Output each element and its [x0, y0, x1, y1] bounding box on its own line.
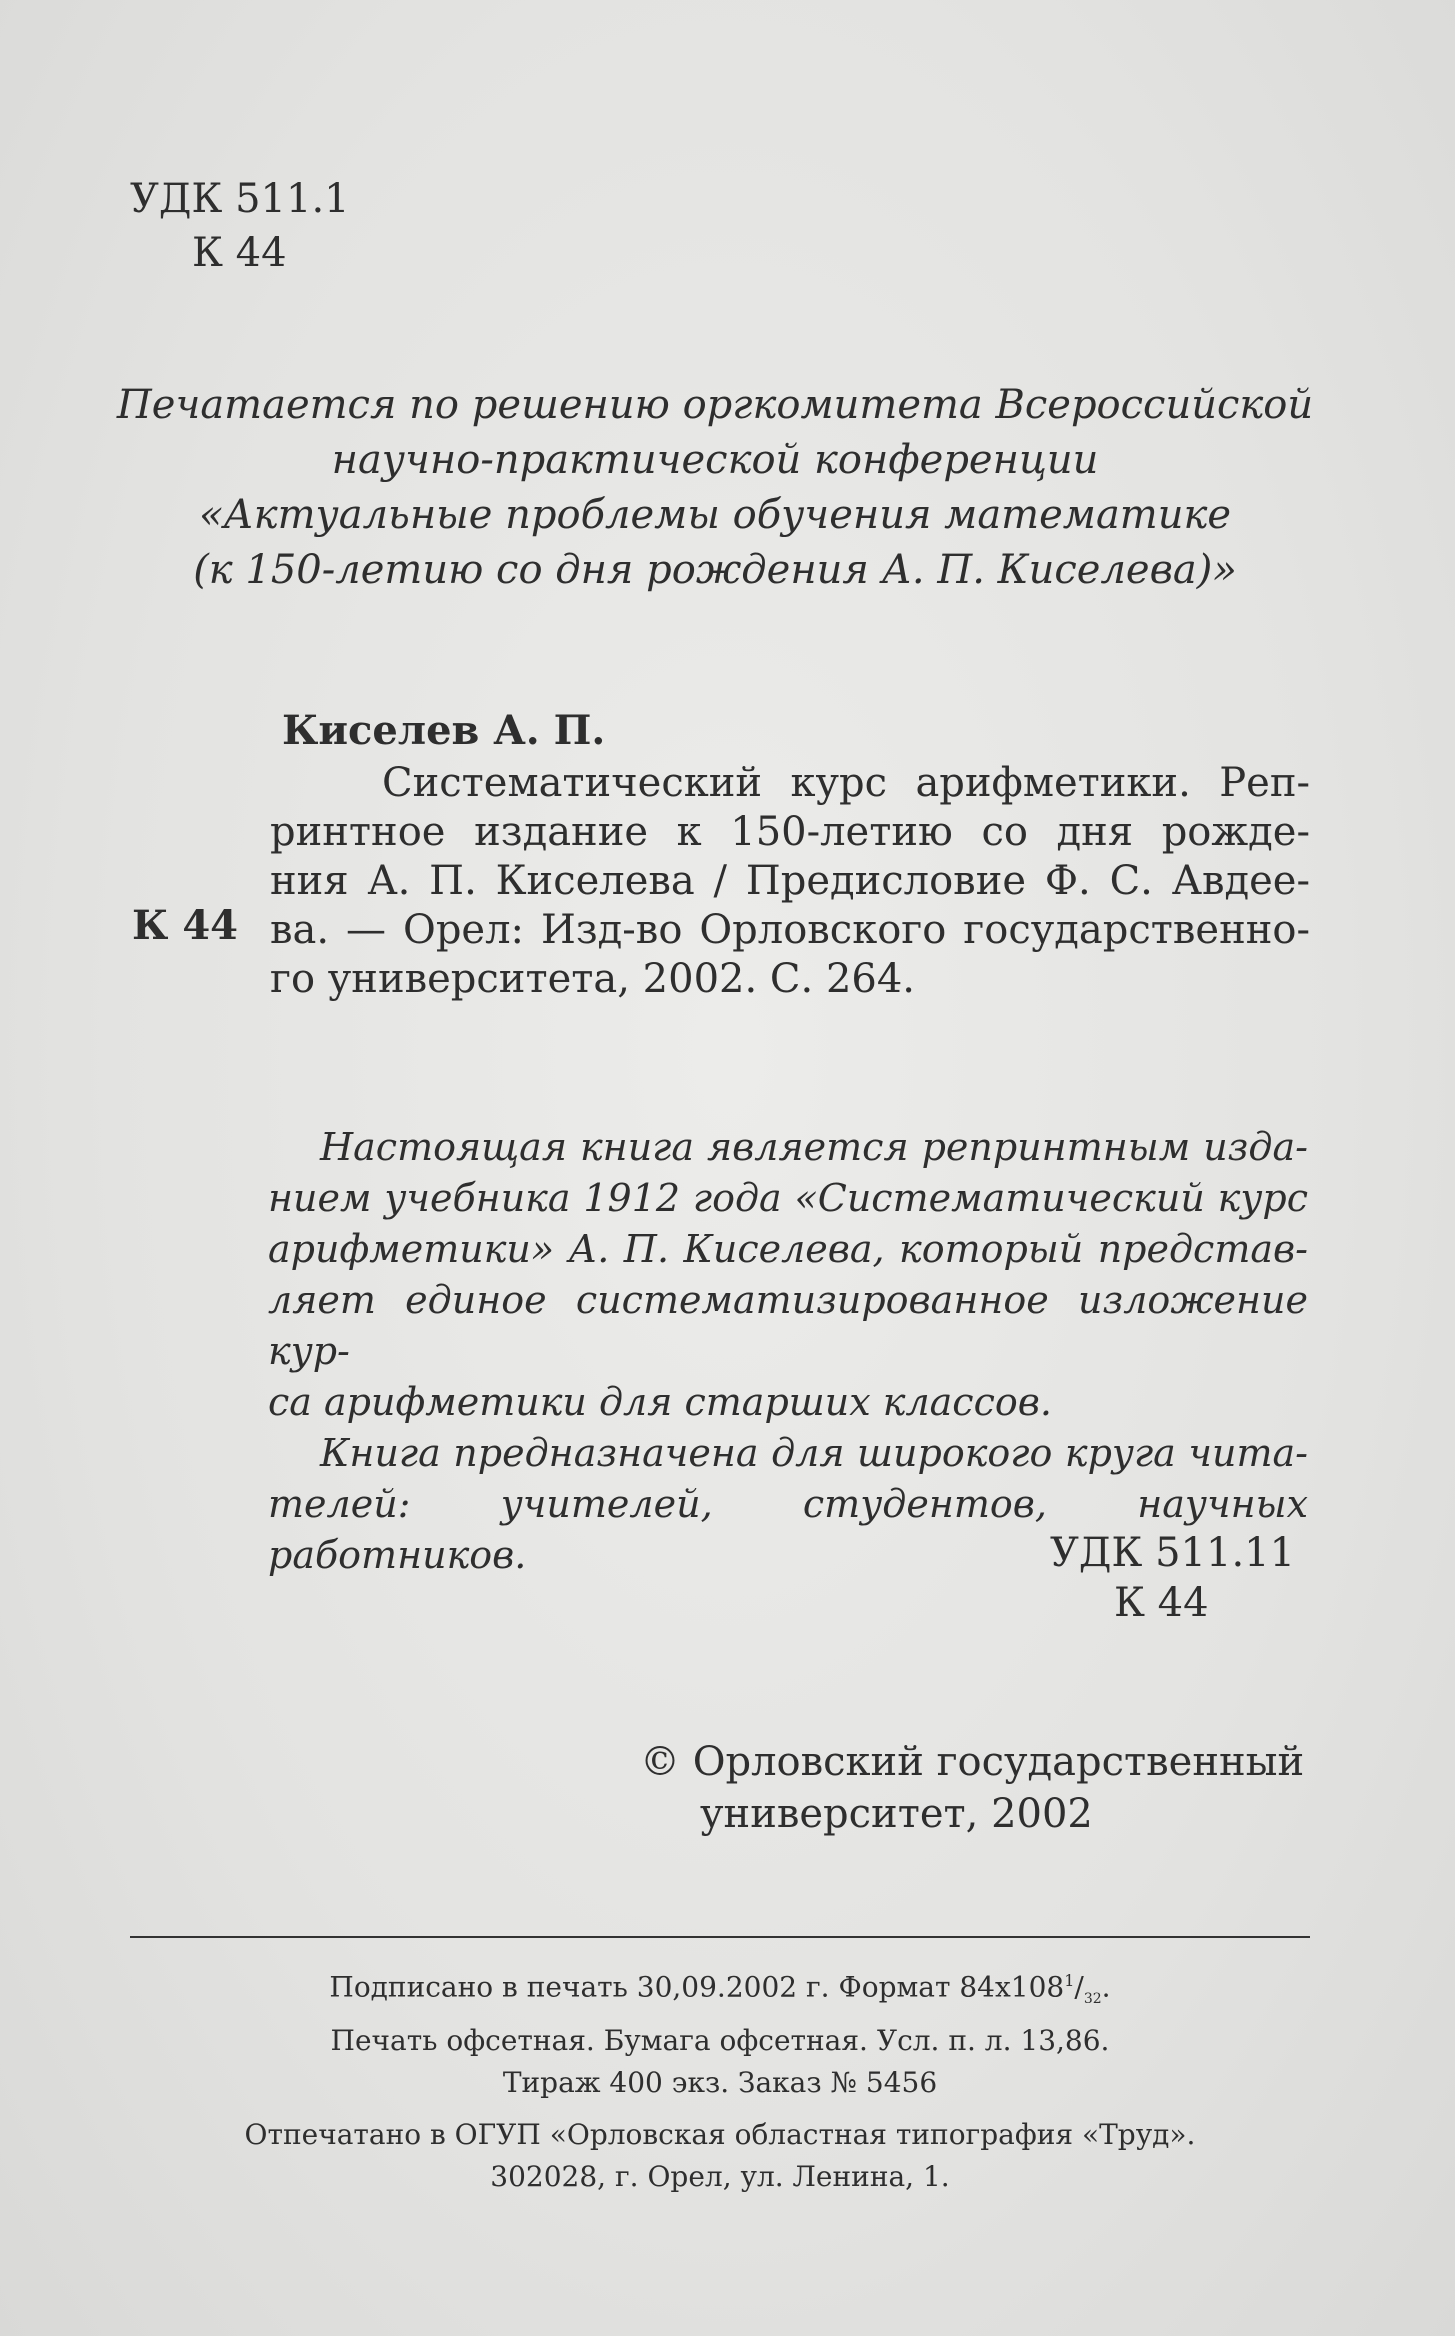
udk-code: УДК 511.11 [1050, 1530, 1296, 1576]
bib-line: Систематический курс арифметики. Реп- [382, 760, 1310, 806]
imprint-line: Печать офсетная. Бумага офсетная. Усл. п. л. 13,86. [330, 2023, 1110, 2057]
udk-footer [1050, 1528, 1295, 1628]
author-name: Киселев А. П. [282, 707, 606, 754]
copyright-line: © Орловский государственный [640, 1739, 1305, 1785]
printer-line: Отпечатано в ОГУП «Орловская областная типография «Труд». [244, 2118, 1196, 2151]
annotation-line: арифметики» А. П. Киселева, который представ- [268, 1227, 1308, 1271]
imprint-line: Тираж 400 экз. Заказ № 5456 [502, 2065, 938, 2099]
bibliographic-description [270, 759, 1310, 1004]
format-numerator: 1 [1064, 1971, 1075, 1990]
annotation [268, 1122, 1308, 1581]
publication-notice [100, 378, 1330, 598]
annotation-line: Настоящая книга является репринтным изда- [320, 1125, 1308, 1169]
side-author-mark: К 44 [132, 902, 238, 949]
udk-header [130, 172, 350, 280]
imprint-line: Подписано в печать 30,09.2002 г. Формат $84x108^1/_{32}$. [329, 1970, 1111, 2007]
bibliographic-entry [270, 706, 1310, 1004]
annotation-line: са арифметики для старших классов. [268, 1380, 1052, 1424]
imprint-format-text: Подписано в печать 30,09.2002 г. Формат 84x108 [329, 1970, 1065, 2004]
notice-line: научно-практической конференции [331, 437, 1099, 483]
bib-line: ринтное издание к 150-летию со дня рожде- [270, 809, 1310, 855]
author-mark: К 44 [1114, 1580, 1209, 1626]
annotation-line: нием учебника 1912 года «Систематический курс [268, 1176, 1308, 1220]
bib-line: ния А. П. Киселева / Предисловие Ф. С. Авдее- [270, 858, 1310, 904]
author-mark: К 44 [192, 230, 287, 276]
bib-line: ва. — Орел: Изд-во Орловского государственно- [270, 907, 1310, 953]
imprint-info [130, 1960, 1310, 2104]
printer-line: 302028, г. Орел, ул. Ленина, 1. [490, 2160, 950, 2193]
annotation-line: телей: учителей, студентов, научных работников. [268, 1482, 1308, 1577]
format-denominator: 32 [1083, 1990, 1102, 2007]
annotation-line: Книга предназначена для широкого круга чита- [320, 1431, 1308, 1475]
notice-line: Печатается по решению оргкомитета Всероссийской [116, 382, 1314, 428]
divider-rule [130, 1936, 1310, 1938]
bib-line: го университета, 2002. С. 264. [270, 956, 915, 1002]
copyright-line: университет, 2002 [700, 1791, 1093, 1837]
copyright-notice [640, 1736, 1304, 1840]
notice-line: (к 150-летию со дня рождения А. П. Киселева)» [193, 547, 1237, 593]
imprint-punct: . [1101, 1970, 1111, 2004]
notice-line: «Актуальные проблемы обучения математике [198, 492, 1232, 538]
printer-info [130, 2114, 1310, 2198]
udk-code: УДК 511.1 [130, 176, 350, 222]
annotation-line: ляет единое систематизированное изложение кур- [268, 1278, 1308, 1373]
